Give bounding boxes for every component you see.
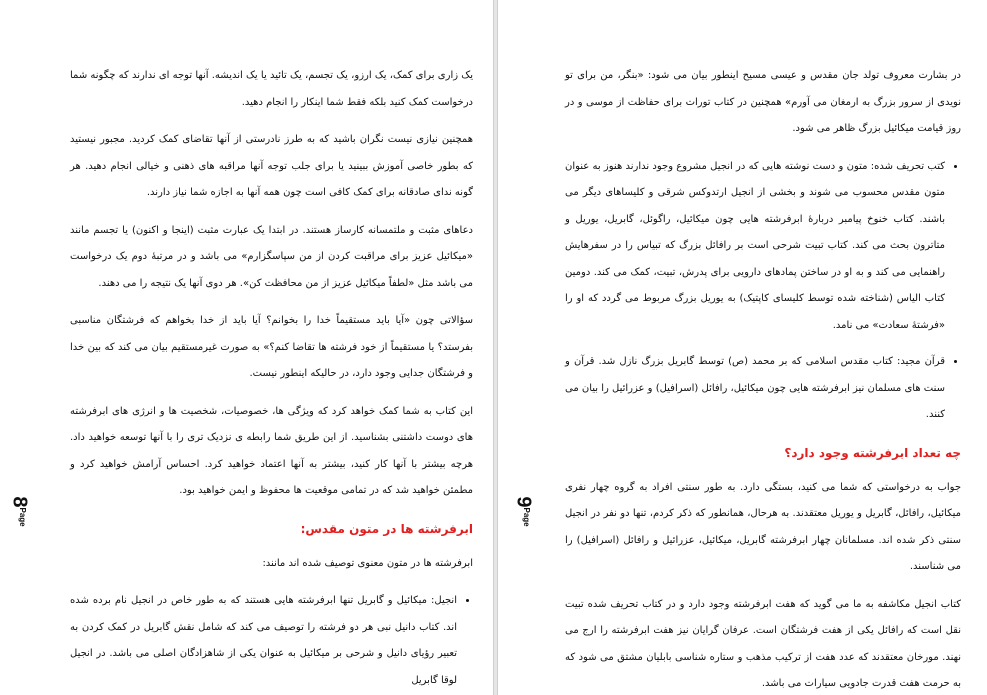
- page-number: [512, 496, 535, 526]
- list-item: • انجیل: میکائیل و گابریل تنها ابرفرشته هایی هستند که به طور خاص در انجیل نام برده شده اند. کتاب دانیل نبی هر دو فرشته را توصیف می کند که شامل نقش گابریل در کمک کردن به تعبیر رؤیای دانیل و شرحی بر میکائیل به عنوان یکی از شاهزادگان اصلی می باشد. در انجیل لوقا گابریل: [70, 588, 457, 694]
- paragraph: در بشارت معروف تولد جان مقدس و عیسی مسیح اینطور بیان می شود: «بنگر، من برای تو نویدی از سرور بزرگ به ارمغان می آورم» همچنین در کتاب تورات برای حفاظت از موسی و در روز قیامت میکائیل بزرگ ظاهر می شود.: [565, 70, 961, 134]
- page-number-value: 9: [512, 496, 535, 508]
- page-label: Page: [17, 507, 27, 527]
- left-page-content: [70, 63, 473, 695]
- page-number: [8, 496, 31, 526]
- paragraph: همچنین نیازی نیست نگران باشید که به طرز نادرستی از آنها تقاضای کمک کردید. مجبور نیستید که بطور خاصی آموزش ببینید یا برای جلب توجه آنها مراقبه های ذهنی و خیالی انجام دهید. هر گونه ندای صادقانه برای کمک کافی است چون همه آنها به اجازه شما نیاز دارند.: [70, 134, 473, 198]
- left-page: [0, 0, 493, 695]
- section-heading: چه تعداد ابرفرشته وجود دارد؟: [784, 445, 961, 460]
- section-intro: ابرفرشته ها در متون معنوی توصیف شده اند مانند:: [262, 557, 473, 569]
- paragraph: کتاب انجیل مکاشفه به ما می گوید که هفت ابرفرشته وجود دارد و در کتاب تحریف شده تبیت نقل است که رافائل یکی از هفت فرشتگان است. عرفان گرایان نیز هفت ابرفرشته را ارج می نهند. مورخان معتقدند که عدد هفت از ترکیب مذهب و ستاره شناسی بابلیان مشتق می شود که به حرمت هفت قدرت جادویی سیارات می باشد.: [565, 598, 961, 689]
- page-number-value: 8: [8, 496, 31, 508]
- paragraph: دعاهای مثبت و ملتمسانه کارساز هستند. در ابتدا یک عبارت مثبت (اینجا و اکنون) یا تجسم مانند «میکائیل عزیز برای مراقبت کردن از من سپاسگزارم» می باشد و در مرتبهٔ دوم یک درخواست می باشد مثل «لطفاً میکائیل عزیز از من محافظت کن». هر دوی آنها یک نتیجه را می دهند.: [70, 224, 473, 289]
- paragraph: سؤالاتی چون «آیا باید مستقیماً خدا را بخوانم؟ آیا باید از خدا بخواهم که فرشتگان مناسبی بفرستد؟ یا مستقیماً از خود فرشته ها تقاضا کنم؟» به صورت غیرمستقیم بیان می کند که بین خدا و فرشتگان جدایی وجود دارد، در حالیکه اینطور نیست.: [70, 315, 473, 379]
- right-page: [498, 0, 987, 695]
- list-item: • کتب تحریف شده: متون و دست نوشته هایی که در انجیل مشروع وجود ندارند هنوز به عنوان متون مقدس محسوب می شوند و بخشی از انجیل ارتدوکس شرقی و کلیساهای دیگر می باشند. کتاب خنوخ پیامبر دربارهٔ ابرفرشته هایی چون میکائیل، راگوئل، گابریل، یوریل و متاترون بحث می کند. کتاب تبیت شرحی است بر رافائل بزرگ که تبیاس را در سفرهایش راهنمایی می کند و به او در ساختن پمادهای دارویی برای پدرش، تبیت، کمک می کند. دومین کتاب الیاس (شناخته شده توسط کلیسای کاپتیک) به یوریل بزرگ مربوط می گردد که او را «فرشتهٔ سعادت» می نامد.: [565, 154, 945, 340]
- paragraph: جواب به درخواستی که شما می کنید، بستگی دارد. به طور سنتی افراد به گروه چهار نفری میکائیل، رافائل، گابریل و یوریل معتقدند. به هرحال، همانطور که ذکر کردم، تنها دو نفر در انجیل سنتی ذکر شده اند. مسلمانان چهار ابرفرشته گابریل، میکائیل، عزرائیل و رافائل (اسرافیل) را می شناسند.: [565, 481, 961, 572]
- paragraph: یک زاری برای کمک، یک ارزو، یک تجسم، یک تائید یا یک اندیشه. آنها توجه ای ندارند که چگونه شما درخواست کمک کنید بلکه فقط شما اینکار را انجام دهید.: [70, 70, 473, 108]
- bullet-list: [565, 154, 961, 429]
- page-label: Page: [521, 507, 531, 527]
- bullet-list: [70, 588, 473, 694]
- paragraph: این کتاب به شما کمک خواهد کرد که ویژگی ها، خصوصیات، شخصیت ها و انرژی های ابرفرشته های دوست داشتنی بشناسید. از این طریق شما رابطه ی نزدیک تری را با آنها توسعه خواهید داد. هرچه بیشتر با آنها کار کنید، بیشتر به آنها اعتماد خواهید کرد. احساس آرامش خواهید کرد و مطمئن خواهید شد که در تمامی موقعیت ها محفوظ و ایمن خواهید بود.: [70, 405, 473, 496]
- section-heading: ابرفرشته ها در متون مقدس:: [300, 521, 473, 536]
- list-item: • قرآن مجید: کتاب مقدس اسلامی که بر محمد (ص) توسط گابریل بزرگ نازل شد. قرآن و سنت های مسلمان نیز ابرفرشته هایی چون میکائیل، رافائل (اسرافیل) و عزرائیل را بیان می کنند.: [565, 349, 945, 429]
- right-page-content: [565, 63, 961, 695]
